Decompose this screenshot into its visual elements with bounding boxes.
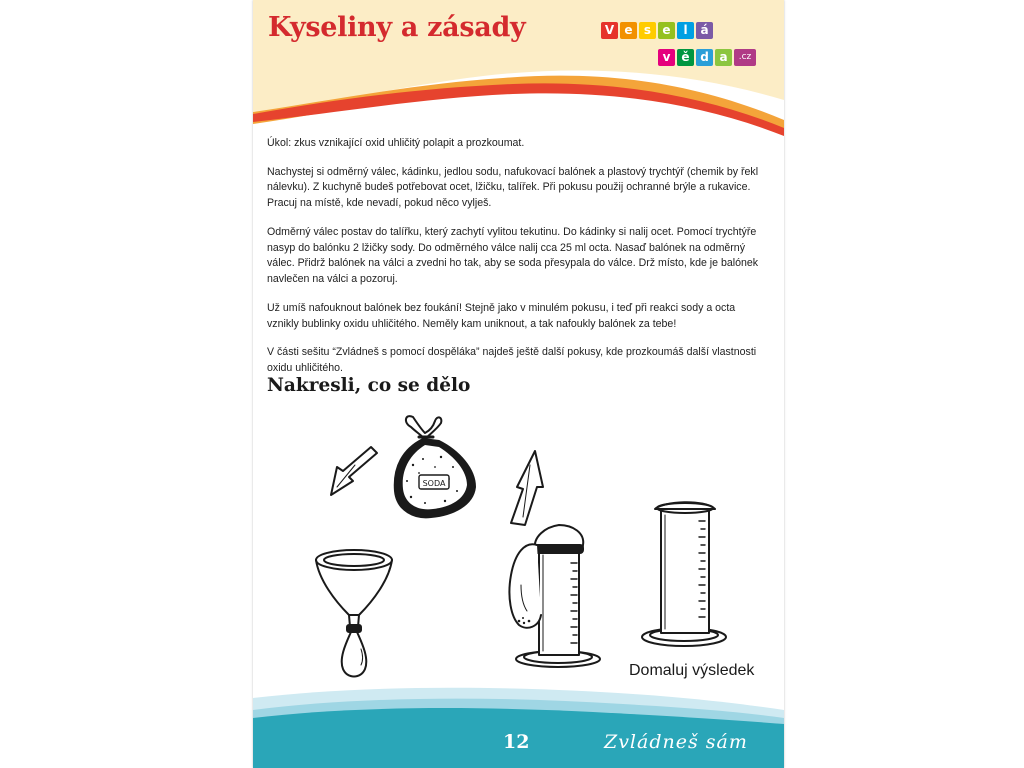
logo-letter: e bbox=[620, 22, 637, 39]
workbook-page bbox=[253, 0, 784, 768]
logo-tld: .cz bbox=[734, 49, 756, 66]
drawing-caption: Domaluj výsledek bbox=[629, 662, 755, 679]
logo-letter: d bbox=[696, 49, 713, 66]
logo-letter: s bbox=[639, 22, 656, 39]
paragraph-materials: Nachystej si odměrný válec, kádinku, jedlou sodu, nafukovací balónek a plastový trychtýř (chemik by řekl nálevku). Z kuchyně budeš potřebovat ocet, lžičku, talířek. Při pokusu použij ochranné brýle a rukavice. Pracuj na místě, kde nevadí, pokud něco vylješ. bbox=[267, 165, 759, 210]
funnel-with-balloon bbox=[316, 550, 392, 677]
logo-letter: a bbox=[715, 49, 732, 66]
logo-letter: e bbox=[658, 22, 675, 39]
footer-wave-banner bbox=[253, 680, 784, 768]
paragraph-reference: V části sešitu “Zvládneš s pomocí dospěláka” najdeš ještě další pokusy, kde prozkoumáš další vlastnosti oxidu uhličitého. bbox=[267, 346, 757, 374]
instructions-text bbox=[267, 136, 759, 390]
series-title: Zvládneš sám bbox=[604, 731, 748, 753]
page-number: 12 bbox=[503, 731, 530, 753]
paragraph-result: Už umíš nafouknout balónek bez foukání! Stejně jako v minulém pokusu, i teď při reakci sody a octa vznikly bublinky oxidu uhličitého. Neměly kam uniknout, a tak nafoukly balónek za tebe! bbox=[267, 301, 736, 330]
logo-letter: á bbox=[696, 22, 713, 39]
vesela-veda-logo bbox=[601, 22, 771, 68]
logo-letter: v bbox=[658, 49, 675, 66]
drawing-heading: Nakresli, co se dělo bbox=[267, 375, 471, 396]
arrow-up-icon bbox=[511, 451, 543, 525]
logo-letter: ě bbox=[677, 49, 694, 66]
experiment-illustration bbox=[253, 405, 784, 705]
arrow-down-icon bbox=[331, 447, 377, 495]
soda-label: SODA bbox=[422, 479, 446, 488]
logo-letter: V bbox=[601, 22, 618, 39]
logo-letter: l bbox=[677, 22, 694, 39]
paragraph-procedure: Odměrný válec postav do talířku, který zachytí vylitou tekutinu. Do kádinky si nalij ocet. Pomocí trychtýře nasyp do balónku 2 lžičky sody. Do odměrného válce nalij cca 25 ml octa. Nasaď balónek na odměrný válec. Přidrž balónek na válci a zvedni ho tak, aby se soda přesypala do válce. Drž místo, kde je balónek navlečen na válci a pozoruj. bbox=[267, 225, 759, 286]
graduated-cylinder bbox=[642, 502, 726, 646]
soda-bag bbox=[395, 416, 475, 517]
paragraph-task: Úkol: zkus vznikající oxid uhličitý polapit a prozkoumat. bbox=[267, 137, 525, 149]
cylinder-with-balloon bbox=[509, 525, 600, 667]
page-title: Kyseliny a zásady bbox=[268, 12, 526, 43]
